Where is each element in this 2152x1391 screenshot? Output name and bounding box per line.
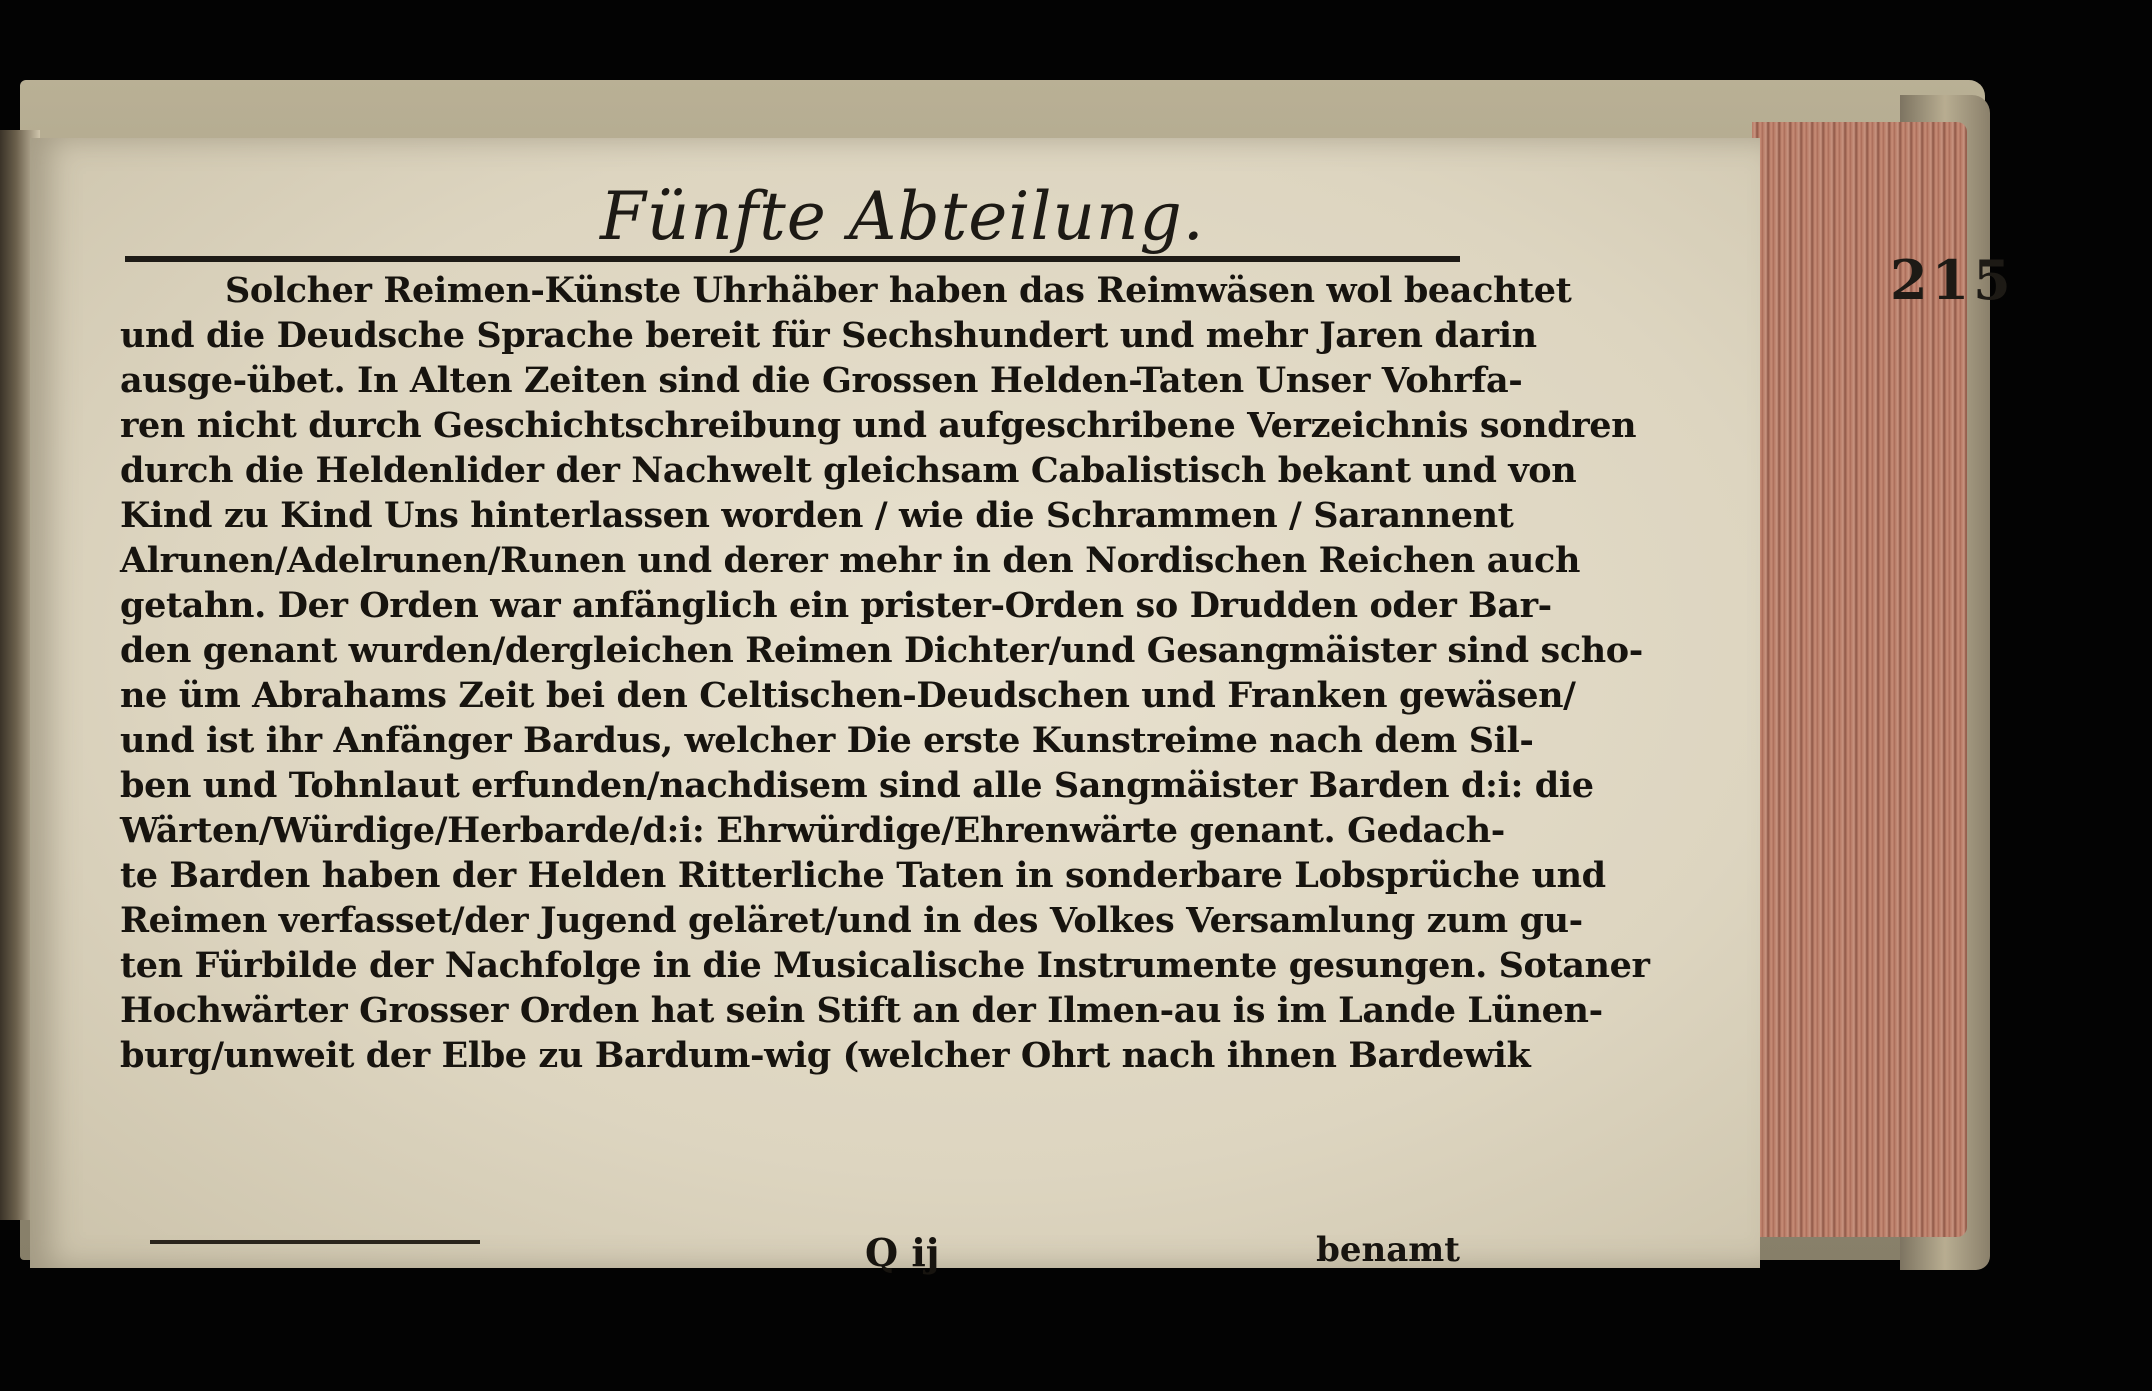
text-line: getahn. Der Orden war anfänglich ein prister-Orden so Drudden oder Bar-	[120, 585, 1552, 626]
text-line: ben und Tohnlaut erfunden/nachdisem sind alle Sangmäister Barden d:i: die	[120, 765, 1594, 806]
catchword: benamt	[1316, 1230, 1460, 1270]
book-page	[30, 138, 2015, 1275]
signature-mark: Q ij	[865, 1230, 940, 1275]
text-line: ren nicht durch Geschichtschreibung und aufgeschribene Verzeichnis sondren	[120, 405, 1637, 446]
text-line: Alrunen/Adelrunen/Runen und derer mehr in den Nordischen Reichen auch	[120, 540, 1580, 581]
text-line: te Barden haben der Helden Ritterliche Taten in sonderbare Lobsprüche und	[120, 855, 1606, 896]
text-line: und ist ihr Anfänger Bardus, welcher Die erste Kunstreime nach dem Sil-	[120, 720, 1534, 761]
text-line: Wärten/Würdige/Herbarde/d:i: Ehrwürdige/Ehrenwärte genant. Gedach-	[120, 810, 1505, 851]
text-line: burg/unweit der Elbe zu Bardum-wig (welcher Ohrt nach ihnen Bardewik	[120, 1035, 1531, 1076]
text-line: den genant wurden/dergleichen Reimen Dichter/und Gesangmäister sind scho-	[120, 630, 1643, 671]
text-line: ten Fürbilde der Nachfolge in die Musicalische Instrumente gesungen. Sotaner	[120, 945, 1650, 986]
text-line: Reimen verfasset/der Jugend geläret/und in des Volkes Versamlung zum gu-	[120, 900, 1583, 941]
body-text	[120, 268, 1650, 1078]
footer-row	[120, 1230, 1460, 1290]
text-line: Kind zu Kind Uns hinterlassen worden / wie die Schrammen / Sarannent	[120, 495, 1514, 536]
text-line: ne üm Abrahams Zeit bei den Celtischen-Deudschen und Franken gewäsen/	[120, 675, 1576, 716]
running-title: Fünfte Abteilung.	[600, 178, 1205, 255]
page-number: 215	[1890, 248, 2015, 312]
text-line: Solcher Reimen-Künste Uhrhäber haben das Reimwäsen wol beachtet	[225, 270, 1572, 311]
text-line: ausge-übet. In Alten Zeiten sind die Grossen Helden-Taten Unser Vohrfa-	[120, 360, 1523, 401]
text-line: und die Deudsche Sprache bereit für Sechshundert und mehr Jaren darin	[120, 315, 1537, 356]
text-line: durch die Heldenlider der Nachwelt gleichsam Cabalistisch bekant und von	[120, 450, 1577, 491]
underline-mark	[150, 1240, 480, 1244]
header-rule	[125, 256, 1460, 262]
text-line: Hochwärter Grosser Orden hat sein Stift an der Ilmen-au is im Lande Lünen-	[120, 990, 1603, 1031]
